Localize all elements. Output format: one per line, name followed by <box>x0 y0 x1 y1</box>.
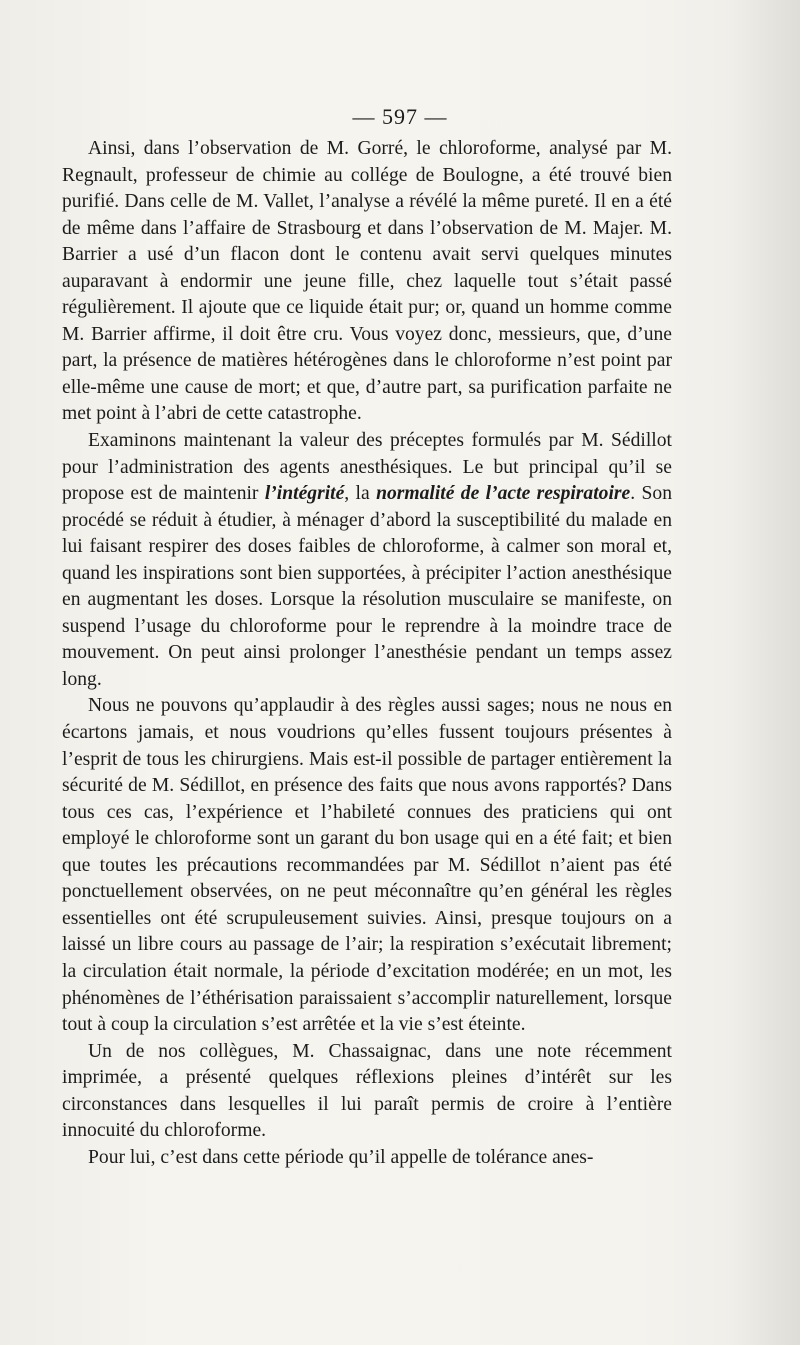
text-run: . Son procédé se réduit à étudier, à ménager d’abord la susceptibilité du malade en lui faisant respirer des doses faibles de chloroforme, à calmer son moral et, quand les inspirations sont bien supportées, à précipiter l’action anesthésique en augmentant les doses. Lorsque la résolution musculaire se manifeste, on suspend l’usage du chloroforme pour le reprendre à la moindre trace de mouvement. On peut ainsi prolonger l’anesthésie pendant un temps assez long. <box>62 483 672 690</box>
italic-text-run: l’intégrité <box>264 483 345 505</box>
text-run: , la <box>344 483 377 505</box>
text-run: Pour lui, c’est dans cette période qu’il appelle de tolérance anes- <box>88 1146 594 1168</box>
paragraph <box>62 428 672 693</box>
paragraph <box>62 1145 672 1172</box>
italic-text-run: normalité de l’acte respiratoire <box>376 483 631 505</box>
text-run: Examinons maintenant la valeur des préceptes formulés par M. Sédillot pour l’administration des agents anesthésiques. Le but principal qu’il se propose est de maintenir <box>62 430 672 505</box>
paragraph <box>62 693 672 1038</box>
paragraph <box>62 136 672 428</box>
text-run: Un de nos collègues, M. Chassaignac, dans une note récemment imprimée, a présenté quelques réflexions pleines d’intérêt sur les circonstances dans lesquelles il lui paraît permis de croire à l’entière innocuité du chloroforme. <box>62 1040 672 1142</box>
page-number: — 597 — <box>352 104 448 129</box>
page-edge-shadow <box>730 0 800 1345</box>
body-text <box>62 136 672 1171</box>
text-run: Ainsi, dans l’observation de M. Gorré, le chloroforme, analysé par M. Regnault, professeur de chimie au collége de Boulogne, a été trouvé bien purifié. Dans celle de M. Vallet, l’analyse a révélé la même pureté. Il en a été de même dans l’affaire de Strasbourg et dans l’observation de M. Majer. M. Barrier a usé d’un flacon dont le contenu avait servi quelques minutes auparavant à endormir une jeune fille, chez laquelle tout s’était passé régulièrement. Il ajoute que ce liquide était pur; or, quand un homme comme M. Barrier affirme, il doit être cru. Vous voyez donc, messieurs, que, d’une part, la présence de matières hétérogènes dans le chloroforme n’est point par elle-même une cause de mort; et que, d’autre part, sa purification parfaite ne met point à l’abri de cette catastrophe. <box>62 138 672 425</box>
text-run: Nous ne pouvons qu’applaudir à des règles aussi sages; nous ne nous en écartons jamais, et nous voudrions qu’elles fussent toujours présentes à l’esprit de tous les chirurgiens. Mais est-il possible de partager entièrement la sécurité de M. Sédillot, en présence des faits que nous avons rapportés? Dans tous ces cas, l’expérience et l’habileté connues des praticiens qui ont employé le chloroforme sont un garant du bon usage qui en a été fait; et bien que toutes les précautions recommandées par M. Sédillot n’aient pas été ponctuellement observées, on ne peut méconnaître qu’en général les règles essentielles ont été scrupuleusement suivies. Ainsi, presque toujours on a laissé un libre cours au passage de l’air; la respiration s’exécutait librement; la circulation était normale, la période d’excitation modérée; en un mot, les phénomènes de l’éthérisation paraissaient s’accomplir naturellement, lorsque tout à coup la circulation s’est arrêtée et la vie s’est éteinte. <box>62 695 672 1036</box>
paragraph <box>62 1039 672 1145</box>
